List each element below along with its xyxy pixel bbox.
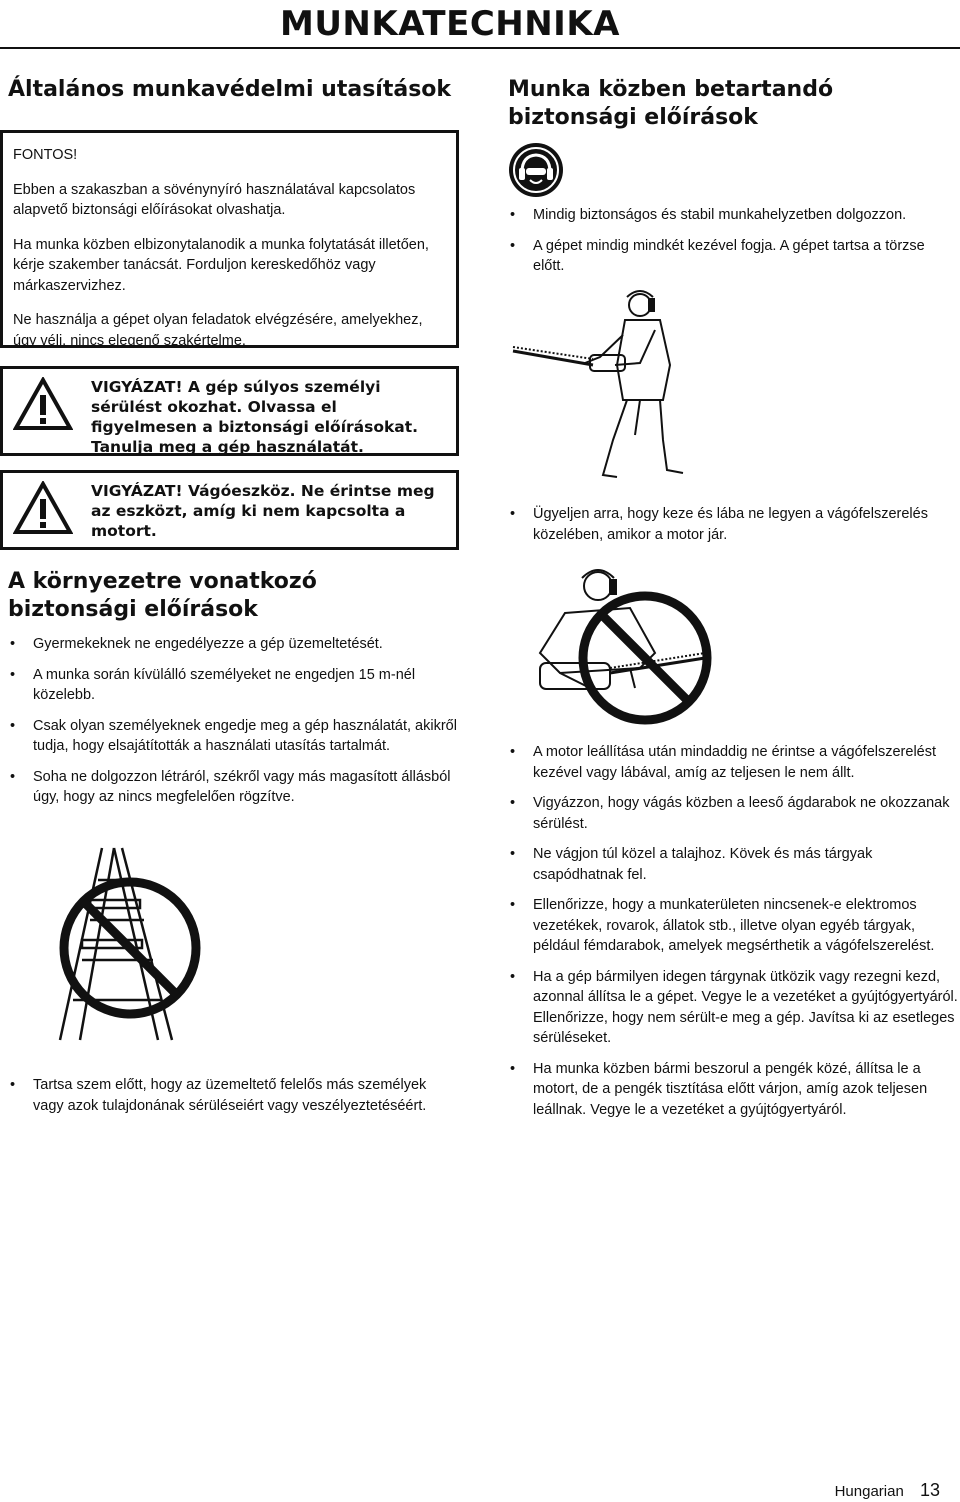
list-item: • Ellenőrizze, hogy a munkaterületen nincsenek-e elektromos vezetékek, rovarok, állatok stb., illetve olyan egyéb tárgyak, például fémdarabok, amelyek megsérthetik a vágófelszerelést.: [508, 895, 958, 957]
operator-responsibility-list: [8, 1075, 458, 1126]
list-item: • A motor leállítása után mindaddig ne érintse a vágófelszerelést kezével vagy lábával, amíg az teljesen le nem állt.: [508, 742, 958, 783]
notice-label: FONTOS!: [13, 147, 78, 163]
page-header-title: MUNKATECHNIKA: [279, 4, 620, 44]
list-item: • Gyermekeknek ne engedélyezze a gép üzemeltetését.: [8, 634, 458, 655]
list-item: • Ha munka közben bármi beszorul a pengék közé, állítsa le a motort, de a pengék tisztítása előtt várjon, amíg azok teljesen leállnak. Vegye le a vezetéket a gyújtógyertyáról.: [508, 1059, 958, 1121]
page-footer: [835, 1480, 940, 1501]
prohibition-icon: [583, 596, 707, 720]
operator-two-hands-illustration: [505, 285, 705, 485]
list-item: • Mindig biztonságos és stabil munkahelyzetben dolgozzon.: [508, 205, 953, 226]
warning-triangle-icon: [13, 377, 73, 431]
list-item: • A gépet mindig mindkét kezével fogja. A gépet tartsa a törzse előtt.: [508, 236, 953, 277]
warning-triangle-icon: [13, 481, 73, 535]
header-divider: [0, 47, 960, 49]
work-safety-bullet-mid: [508, 504, 953, 555]
work-safety-heading: Munka közben betartandó biztonsági előírások: [508, 77, 834, 130]
notice-paragraph-1: Ebben a szakaszban a sövénynyíró használatával kapcsolatos alapvető biztonsági előírásokat olvashatja.: [13, 181, 416, 218]
list-item: • Ha a gép bármilyen idegen tárgynak ütközik vagy rezegni kezd, azonnal állítsa le a gépet. Vegye le a vezetéket a gyújtógyertyáról. Ellenőrizze, hogy nem sérült-e meg a gép. Javítsa ki az esetleges sérüléseket.: [508, 967, 958, 1049]
eye-ear-protection-icon: [508, 142, 564, 198]
list-item: • Soha ne dolgozzon létráról, székről vagy más magasított állásból úgy, hogy az nincs megfelelően rögzítve.: [8, 767, 458, 808]
notice-paragraph-2: Ha munka közben elbizonytalanodik a munka folytatását illetően, kérje szakember tanácsát. Forduljon kereskedőhöz vagy márkaszervizhez.: [13, 236, 429, 294]
notice-paragraph-3: Ne használja a gépet olyan feladatok elvégzésére, amelyekhez, úgy véli, nincs elegenő szakértelme.: [13, 312, 423, 349]
warning-text-2: VIGYÁZAT! Vágóeszköz. Ne érintse meg az eszközt, amíg ki nem kapcsolta a motort.: [91, 482, 435, 540]
work-safety-bullets-top: [508, 205, 953, 287]
list-item: • Ne vágjon túl közel a talajhoz. Kövek és más tárgyak csapódhatnak fel.: [508, 844, 958, 885]
hands-near-blade-prohibited-illustration: [520, 558, 720, 728]
footer-language: Hungarian: [834, 1483, 904, 1500]
list-item: • Vigyázzon, hogy vágás közben a leeső ágdarabok ne okozzanak sérülést.: [508, 793, 958, 834]
list-item: • Ügyeljen arra, hogy keze és lába ne legyen a vágófelszerelés közelében, amikor a motor jár.: [508, 504, 953, 545]
notice-box: [0, 130, 459, 348]
general-safety-heading: Általános munkavédelmi utasítások: [8, 77, 452, 102]
environment-bullet-list: [8, 634, 458, 818]
warning-box-2: [0, 470, 459, 550]
list-item: • A munka során kívülálló személyeket ne engedjen 15 m-nél közelebb.: [8, 665, 458, 706]
ladder-prohibited-illustration: [40, 840, 210, 1050]
page-number: 13: [919, 1480, 940, 1500]
list-item: • Tartsa szem előtt, hogy az üzemeltető felelős más személyek vagy azok tulajdonának sérüléseiért vagy veszélyeztetéséért.: [8, 1075, 458, 1116]
work-safety-bullets-bottom: [508, 742, 958, 1130]
environment-safety-heading: A környezetre vonatkozó biztonsági előírások: [8, 569, 317, 622]
list-item: • Csak olyan személyeknek engedje meg a gép használatát, akikről tudja, hogy elsajátították a használati utasítás tartalmát.: [8, 716, 458, 757]
warning-box-1: [0, 366, 459, 456]
warning-text-1: VIGYÁZAT! A gép súlyos személyi sérülést okozhat. Olvassa el figyelmesen a biztonsági előírásokat. Tanulja meg a gép használatát.: [91, 378, 419, 456]
